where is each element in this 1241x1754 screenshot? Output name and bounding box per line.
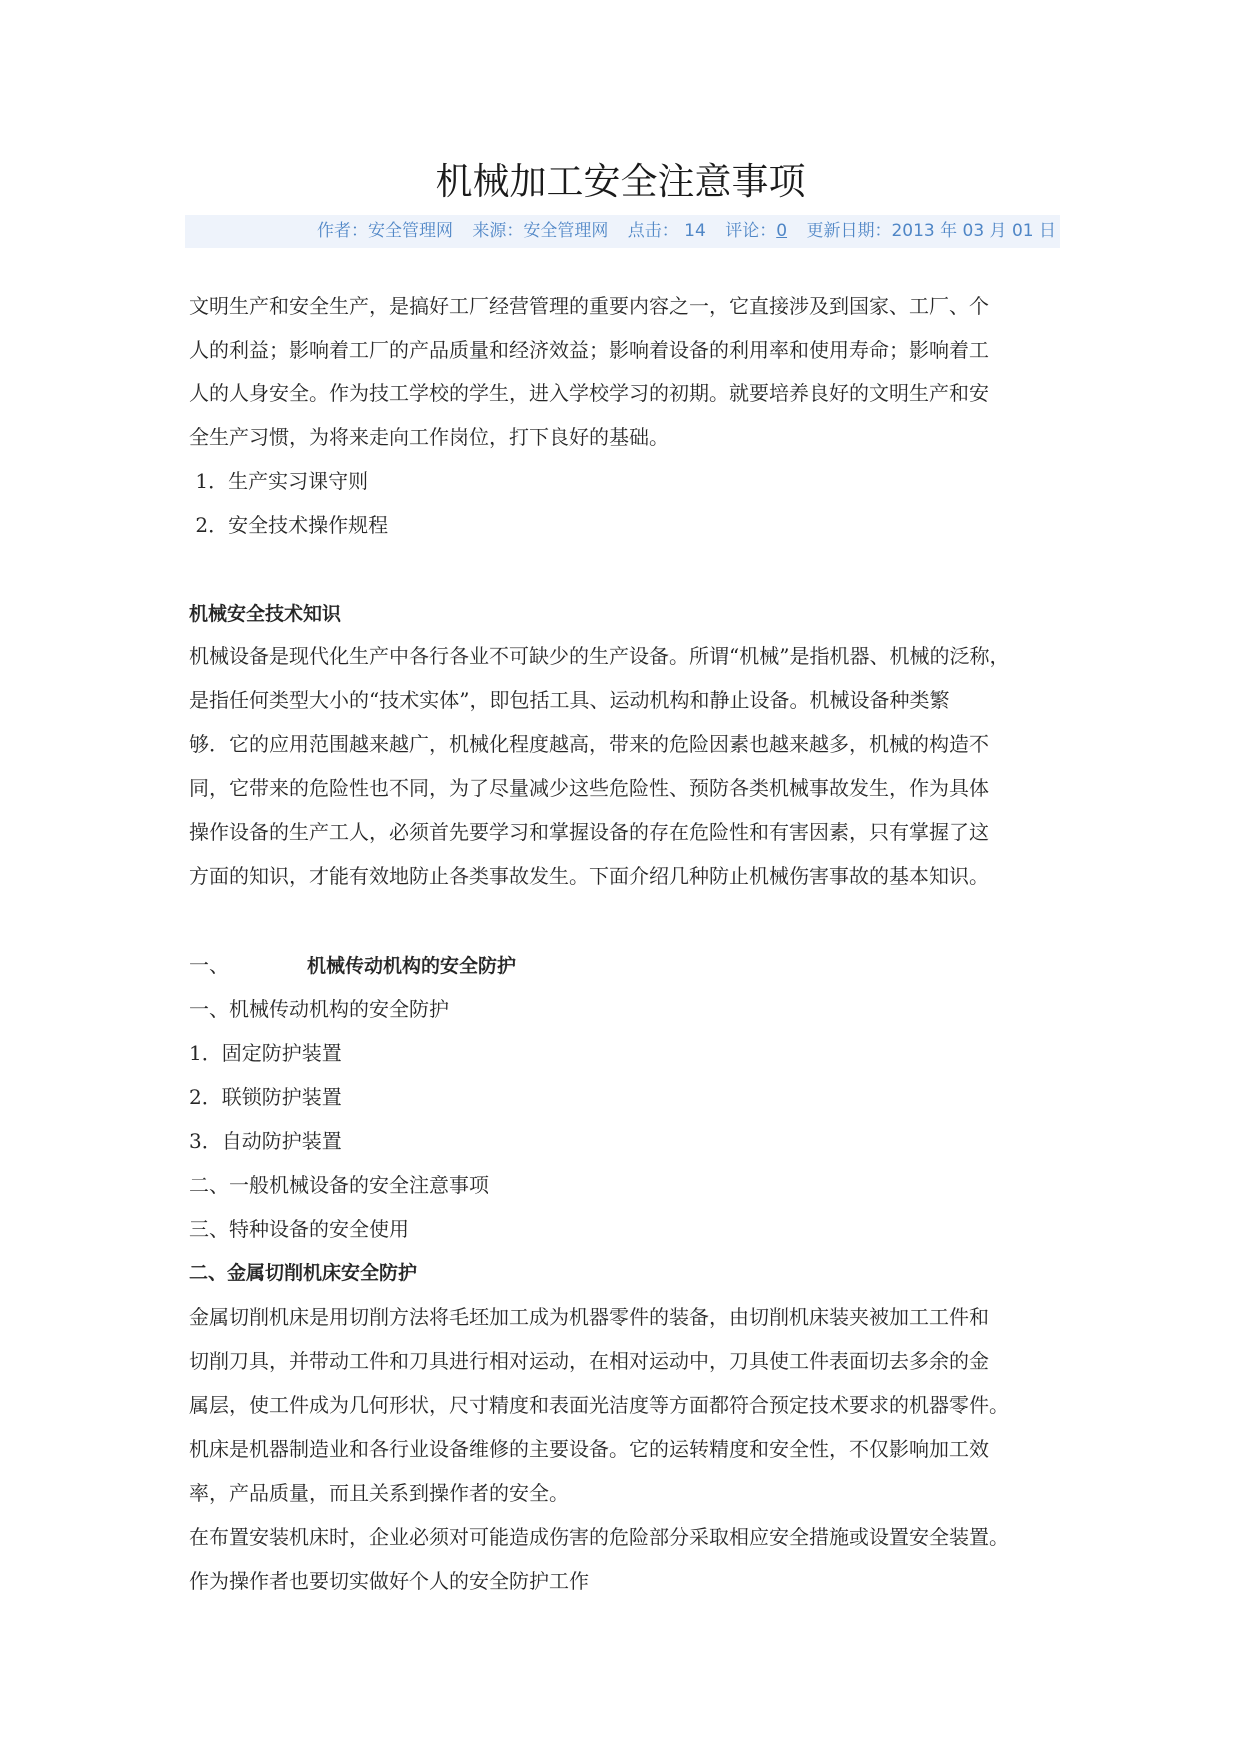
- section2-line: 三、特种设备的安全使用: [189, 1217, 409, 1241]
- article-title: 机械加工安全注意事项: [435, 160, 806, 203]
- section2-number: 一、: [189, 953, 229, 977]
- section3-line: 率，产品质量，而且关系到操作者的安全。: [189, 1481, 569, 1505]
- section2-line: 3．自动防护装置: [189, 1129, 342, 1153]
- meta-comments: [725, 221, 787, 241]
- section1-line: 方面的知识，才能有效地防止各类事故发生。下面介绍几种防止机械伤害事故的基本知识。: [189, 864, 989, 888]
- section3-line: 金属切削机床是用切削方法将毛坯加工成为机器零件的装备，由切削机床装夹被加工工件和: [189, 1305, 989, 1329]
- section-heading: 机械安全技术知识: [189, 603, 342, 625]
- intro-list-item: 2．安全技术操作规程: [189, 513, 389, 537]
- meta-comments-label: 评论：: [725, 221, 777, 241]
- section1-line: 机械设备是现代化生产中各行各业不可缺少的生产设备。所谓“机械”是指机器、机械的泛称，: [189, 644, 1010, 668]
- section3-line: 作为操作者也要切实做好个人的安全防护工作: [189, 1569, 589, 1593]
- section2-line: 二、一般机械设备的安全注意事项: [189, 1173, 489, 1197]
- article-meta-bar: [185, 215, 1060, 248]
- section-heading: 二、金属切削机床安全防护: [189, 1262, 418, 1284]
- meta-clicks-value: 14: [684, 221, 706, 241]
- meta-author: 作者：安全管理网: [316, 221, 453, 241]
- meta-clicks: [628, 221, 706, 241]
- article-meta-content: [303, 215, 1056, 248]
- meta-updated: 更新日期：2013 年 03 月 01 日: [806, 221, 1056, 241]
- intro-line: 人的利益；影响着工厂的产品质量和经济效益；影响着设备的利用率和使用寿命；影响着工: [189, 338, 989, 362]
- intro-list-item: 1．生产实习课守则: [189, 469, 369, 493]
- section1-line: 操作设备的生产工人，必须首先要学习和掌握设备的存在危险性和有害因素，只有掌握了这: [189, 820, 989, 844]
- section3-line: 属层，使工件成为几何形状，尺寸精度和表面光洁度等方面都符合预定技术要求的机器零件。: [189, 1393, 1009, 1417]
- meta-comments-link[interactable]: 0: [776, 221, 788, 241]
- section3-line: 切削刀具，并带动工件和刀具进行相对运动，在相对运动中，刀具使工件表面切去多余的金: [189, 1349, 989, 1373]
- section1-line: 够．它的应用范围越来越广，机械化程度越高，带来的危险因素也越来越多，机械的构造不: [189, 732, 989, 756]
- section3-line: 在布置安装机床时，企业必须对可能造成伤害的危险部分采取相应安全措施或设置安全装置。: [189, 1525, 1009, 1549]
- meta-source: 来源：安全管理网: [472, 221, 609, 241]
- section1-line: 同，它带来的危险性也不同，为了尽量减少这些危险性、预防各类机械事故发生，作为具体: [189, 776, 989, 800]
- intro-line: 人的人身安全。作为技工学校的学生，进入学校学习的初期。就要培养良好的文明生产和安: [189, 381, 989, 405]
- section2-line: 2．联锁防护装置: [189, 1085, 342, 1109]
- intro-line: 全生产习惯，为将来走向工作岗位，打下良好的基础。: [189, 425, 669, 449]
- meta-clicks-label: 点击：: [627, 221, 679, 241]
- section2-heading: 机械传动机构的安全防护: [307, 955, 517, 977]
- section2-line: 1．固定防护装置: [189, 1041, 342, 1065]
- section2-heading-row: [189, 950, 516, 981]
- section3-line: 机床是机器制造业和各行业设备维修的主要设备。它的运转精度和安全性，不仅影响加工效: [189, 1437, 989, 1461]
- section2-line: 一、机械传动机构的安全防护: [189, 997, 449, 1021]
- section1-line: 是指任何类型大小的“技术实体”，即包括工具、运动机构和静止设备。机械设备种类繁: [189, 688, 950, 712]
- intro-line: 文明生产和安全生产，是搞好工厂经营管理的重要内容之一，它直接涉及到国家、工厂、个: [189, 294, 989, 318]
